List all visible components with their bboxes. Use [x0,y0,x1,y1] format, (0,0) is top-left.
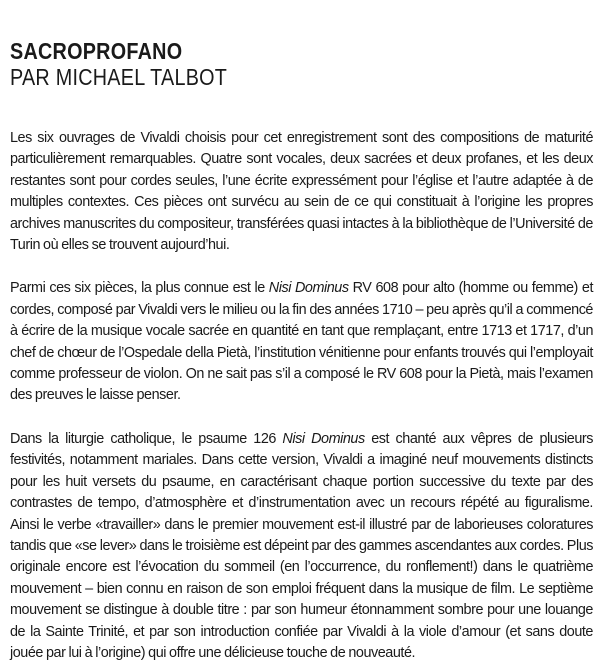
paragraph [10,128,593,256]
italic-title-text: Nisi Dominus [282,430,365,447]
document-body [10,128,593,664]
paragraph-text: Dans la liturgie catholique, le psaume 126 [10,430,283,447]
paragraph [10,278,593,406]
paragraph-text: Parmi ces six pièces, la plus connue est le [10,280,269,297]
italic-title-text: Nisi Dominus [268,280,349,297]
paragraph-text: Les six ouvrages de Vivaldi choisis pour cet enregistrement sont des compositions de maturité particulièrement remarquables. Quatre sont vocales, deux sacrées et deux profanes, et les deux restantes sont pour cordes seules, l’une écrite expressément pour l’église et l’autre adaptée à de multiples contextes. Ces pièces ont survécu au sein de ce qui constituait à l’origine les propres archives manuscrites du compositeur, transférées quasi intactes à la bibliothèque de l’Université de Turin où elles se trouvent aujourd’hui. [10,130,593,254]
paragraph [10,429,593,664]
paragraph-text: RV 608 pour alto (homme ou femme) et cordes, composé par Vivaldi vers le milieu ou la fin des années 1710 – peu après qu’il a commencé à écrire de la musique vocale sacrée en quantité en tant que remplaçant, entre 1713 et 1717, d’un chef de chœur de l’Ospedale della Pietà, l’institution vénitienne pour enfants trouvés qui l’employait comme professeur de violon. On ne sait pas s’il a composé le RV 608 pour la Pietà, mais l’examen des preuves le laisse penser. [10,280,593,404]
document-subtitle: PAR MICHAEL TALBOT [10,64,228,90]
paragraph-text: est chanté aux vêpres de plusieurs festivités, notamment mariales. Dans cette version, Vivaldi a imaginé neuf mouvements distincts pour les huit versets du psaume, en caractérisant chaque portion successive du texte par des contrastes de tempo, d’atmosphère et d’instrumentation avec un recours répété au figuralisme. Ainsi le verbe «travailler» dans le premier mouvement est-il illustré par de laborieuses coloratures tandis que «se lever» dans le troisième est dépeint par des gammes ascendantes aux cordes. Plus originale encore est l’évocation du sommeil (en l’occurrence, du ronflement!) dans le quatrième mouvement – bien connu en raison de son emploi fréquent dans la musique de film. Le septième mouvement se distingue à double titre : par son humeur étonnamment sombre pour une louange de la Sainte Trinité, et par son introduction confiée par Vivaldi à la viole d’amour (et sans doute jouée par lui à l’origine) qui offre une délicieuse touche de nouveauté. [10,430,594,661]
document-title: SACROPROFANO [10,38,183,64]
